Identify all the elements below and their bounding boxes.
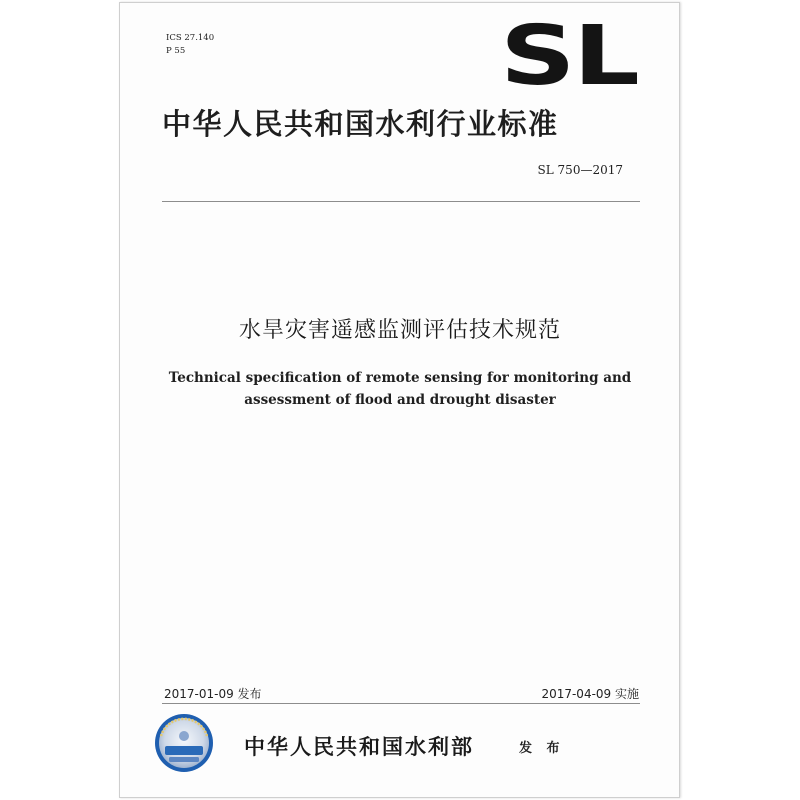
standard-category-title: 中华人民共和国水利行业标准	[162, 107, 559, 141]
anti-counterfeit-seal-icon	[153, 712, 215, 774]
document-title-english	[160, 367, 640, 411]
english-title-line-1: Technical specification of remote sensing for monitoring and	[168, 370, 632, 386]
seal-lower-band	[169, 757, 199, 762]
classification-codes	[166, 32, 214, 58]
seal-center-dot	[179, 731, 189, 741]
ccs-code: P 55	[166, 46, 186, 56]
top-divider	[162, 201, 640, 202]
implementation-date: 2017-04-09 实施	[541, 687, 639, 701]
bottom-divider	[162, 703, 640, 704]
publisher-name: 中华人民共和国水利部	[244, 734, 474, 759]
publisher-issue-label: 发 布	[519, 741, 565, 756]
ics-code: ICS 27.140	[166, 33, 215, 43]
standard-number: SL 750—2017	[537, 163, 623, 177]
issue-date: 2017-01-09 发布	[164, 687, 262, 701]
seal-center-band	[165, 746, 203, 755]
english-title-line-2: assessment of flood and drought disaster	[244, 392, 556, 408]
document-title-chinese: 水旱灾害遥感监测评估技术规范	[238, 318, 561, 343]
sl-logo: SL	[500, 9, 638, 104]
